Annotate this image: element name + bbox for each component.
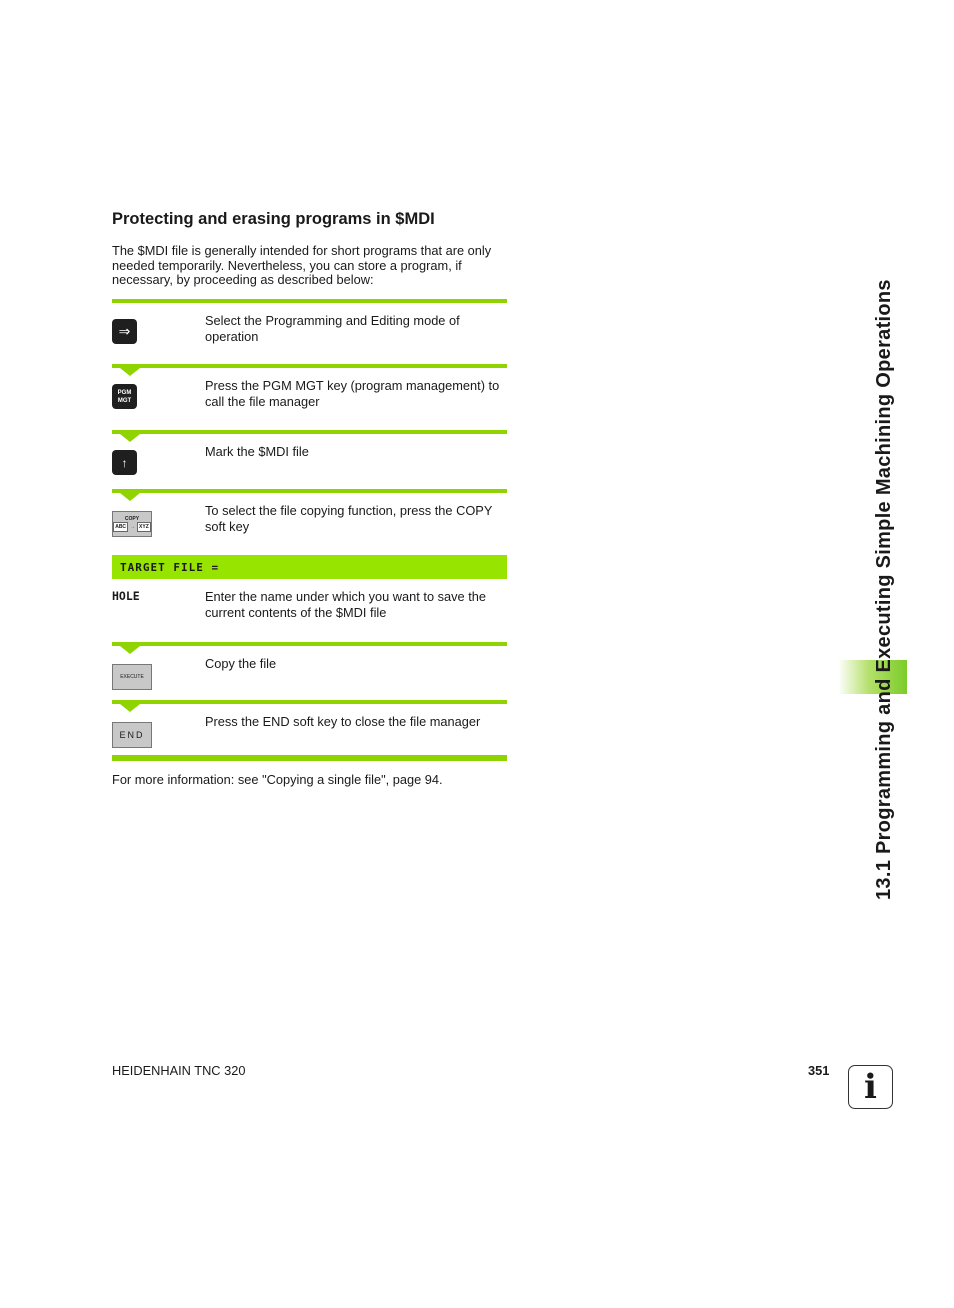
page-number: 351: [808, 1063, 830, 1078]
step-2: [112, 368, 507, 430]
copy-softkey-icon: COPY ABC → XYZ: [112, 511, 152, 537]
end-softkey-icon: END: [112, 722, 152, 748]
divider: [112, 755, 507, 761]
step-description: Copy the file: [205, 656, 277, 671]
step-5: [112, 579, 507, 642]
step-list: [112, 299, 507, 761]
file-name-input: HOLE: [112, 589, 140, 603]
step-description: Enter the name under which you want to save the current contents of the $MDI file: [205, 589, 486, 620]
step-description: Select the Programming and Editing mode of operation: [205, 313, 460, 344]
programming-mode-key-icon: ⇒: [112, 319, 137, 344]
section-heading: Protecting and erasing programs in $MDI: [112, 210, 435, 228]
step-description: Press the END soft key to close the file manager: [205, 714, 481, 729]
pgm-mgt-key-icon: PGM MGT: [112, 384, 137, 409]
chapter-title: 13.1 Programming and Executing Simple Machining Operations: [873, 279, 895, 900]
footer-product: HEIDENHAIN TNC 320: [112, 1063, 246, 1078]
step-4: [112, 493, 507, 555]
step-6: [112, 646, 507, 700]
intro-paragraph: The $MDI file is generally intended for short programs that are only needed temporarily. Nevertheless, you can store a program, if necessary, by proceeding as described below:: [112, 243, 492, 288]
execute-softkey-icon: EXECUTE: [112, 664, 152, 690]
info-icon: i: [848, 1065, 893, 1109]
step-description: To select the file copying function, press the COPY soft key: [205, 503, 493, 534]
step-1: [112, 303, 507, 364]
footnote: For more information: see "Copying a single file", page 94.: [112, 772, 443, 787]
arrow-up-key-icon: ↑: [112, 450, 137, 475]
step-description: Mark the $MDI file: [205, 444, 309, 459]
step-description: Press the PGM MGT key (program management) to call the file manager: [205, 378, 500, 409]
step-7: [112, 704, 507, 755]
target-file-dialog: TARGET FILE =: [112, 555, 507, 579]
step-3: [112, 434, 507, 489]
